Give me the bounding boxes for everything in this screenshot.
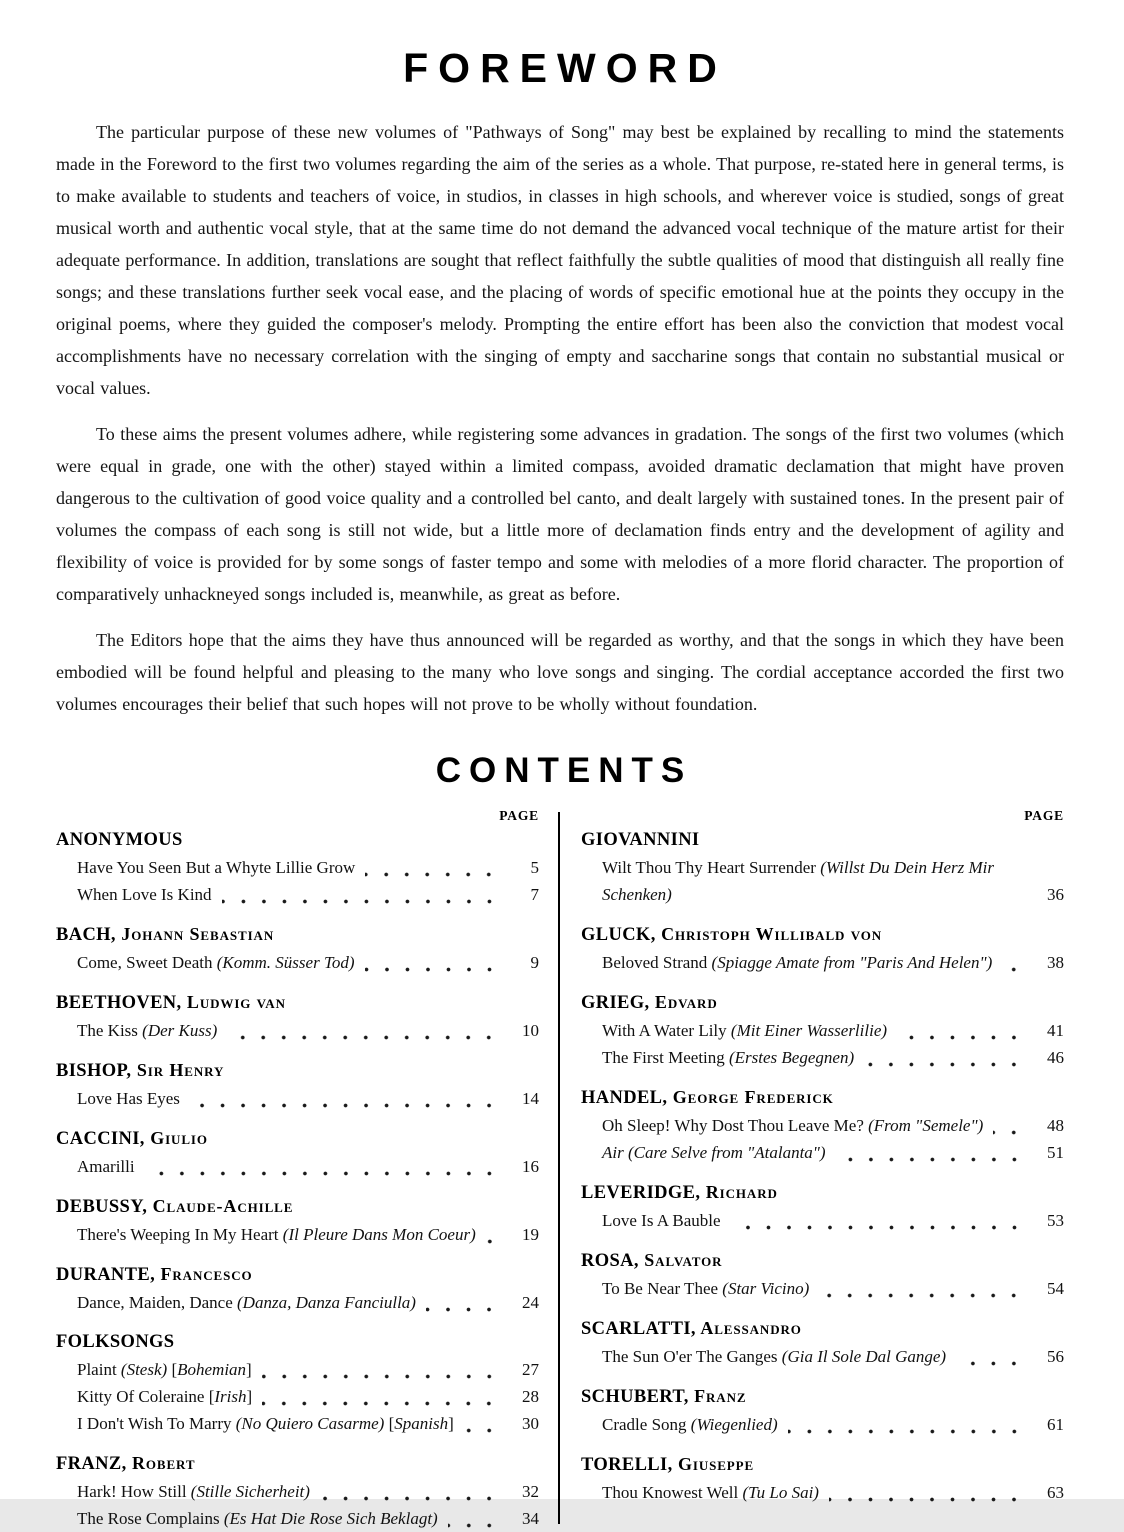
page-number: 54	[1047, 1279, 1064, 1298]
song-entry	[56, 1356, 539, 1383]
composer-surname: LEVERIDGE,	[581, 1183, 701, 1203]
page-number: 27	[522, 1360, 539, 1379]
foreword-paragraph-2: To these aims the present volumes adhere, while registering some advances in gradation. The songs of the first two volumes (which were equal in grade, one with the other) stayed within a limited compass, avoided dramatic declamation that might have proven dangerous to the cultivation of good voice quality and a controlled bel canto, and dealt largely with sustained tones. In the present pair of volumes the compass of each song is still not wide, but a little more of declamation finds entry and the development of agility and flexibility of voice is provided for by some songs of faster tempo and some with melodies of a more florid character. The proportion of comparatively unhackneyed songs included is, meanwhile, as great as before.	[56, 424, 1064, 604]
song-title	[77, 949, 355, 976]
song-title-segment: (Mit Einer Wasserlilie)	[730, 1021, 888, 1040]
song-title	[77, 854, 355, 881]
page-number: 28	[522, 1387, 539, 1406]
song-title-segment: The First Meeting	[602, 1048, 730, 1067]
composer-surname: GRIEG,	[581, 993, 650, 1013]
song-title	[77, 1410, 454, 1437]
song-entry	[56, 949, 539, 976]
song-entry	[581, 1343, 1064, 1370]
song-title	[77, 1221, 476, 1248]
song-title	[77, 1478, 310, 1505]
contents-title: CONTENTS	[435, 751, 693, 790]
page-number: 7	[530, 885, 539, 904]
leader-dots	[788, 1411, 1032, 1438]
composer-section	[581, 988, 1064, 1071]
song-entry	[581, 949, 1064, 976]
song-entry	[56, 1221, 539, 1248]
composer-name	[56, 1124, 539, 1153]
composer-section	[581, 1178, 1064, 1234]
song-title-segment: (Stille Sicherheit)	[190, 1482, 310, 1501]
song-title-segment: Hark! How Still	[77, 1482, 191, 1501]
song-entry	[56, 1505, 539, 1532]
composer-name	[581, 1450, 1064, 1479]
leader-dots	[1018, 881, 1032, 908]
composer-given-names: Giuseppe	[672, 1454, 755, 1474]
leader-dots	[819, 1275, 1032, 1302]
composer-name	[56, 920, 539, 949]
song-title-segment: Come, Sweet Death	[77, 953, 217, 972]
song-title-segment: ]	[448, 1414, 454, 1433]
composer-name	[581, 1083, 1064, 1112]
song-entry	[56, 1410, 539, 1437]
leader-dots	[448, 1505, 507, 1532]
song-title	[602, 1411, 778, 1438]
composer-name	[581, 1178, 1064, 1207]
composer-section	[56, 1328, 539, 1437]
composer-name	[581, 826, 1064, 854]
composer-name	[56, 826, 539, 854]
song-title-segment: (Wiegenlied)	[690, 1415, 778, 1434]
composer-section	[56, 826, 539, 908]
composer-given-names: Giulio	[144, 1128, 208, 1148]
composer-surname: GIOVANNINI	[581, 830, 700, 850]
song-title	[602, 1044, 854, 1071]
composer-surname: FOLKSONGS	[56, 1332, 175, 1352]
page-number: 32	[522, 1482, 539, 1501]
leader-dots	[320, 1478, 507, 1505]
song-title	[77, 1017, 217, 1044]
page-number: 56	[1047, 1347, 1064, 1366]
song-title-segment: Love Has Eyes	[77, 1089, 180, 1108]
song-entry	[56, 1478, 539, 1505]
leader-dots	[731, 1207, 1032, 1234]
song-title-segment: Irish	[214, 1387, 247, 1406]
composer-name	[581, 988, 1064, 1017]
composer-surname: SCARLATTI,	[581, 1319, 696, 1339]
contents-column-right	[581, 808, 1064, 1532]
composer-surname: CACCINI,	[56, 1129, 145, 1149]
song-title-segment: (Der Kuss)	[142, 1021, 218, 1040]
song-title	[77, 1289, 416, 1316]
page-number: 46	[1047, 1048, 1064, 1067]
leader-dots	[365, 854, 507, 881]
leader-dots	[190, 1085, 507, 1112]
composer-section	[581, 1246, 1064, 1302]
composer-surname: DURANTE,	[56, 1265, 156, 1285]
composer-section	[56, 920, 539, 976]
page-number: 16	[522, 1157, 539, 1176]
song-title-segment: The Rose Complains	[77, 1509, 224, 1528]
foreword-body	[56, 116, 1064, 720]
composer-section	[56, 1260, 539, 1316]
composer-surname: FRANZ,	[56, 1454, 127, 1474]
song-title	[77, 1505, 438, 1532]
song-title	[77, 881, 212, 908]
leader-dots	[829, 1479, 1032, 1506]
song-title-segment: (Tu Lo Sai)	[742, 1483, 819, 1502]
composer-section	[581, 1083, 1064, 1166]
page-number: 24	[522, 1293, 539, 1312]
contents-listing	[56, 808, 1064, 1532]
page-number: 19	[522, 1225, 539, 1244]
leader-dots	[464, 1410, 507, 1437]
song-title	[602, 1017, 887, 1044]
contents-column-left	[56, 808, 539, 1532]
composer-section	[581, 1450, 1064, 1506]
song-title-segment: (Stesk)	[120, 1360, 168, 1379]
song-title-segment: Air (Care Selve from "Atalanta")	[602, 1143, 826, 1162]
composer-given-names: Christoph Willibald von	[655, 924, 883, 944]
composer-given-names: Ludwig van	[181, 992, 286, 1012]
song-entry	[581, 1044, 1064, 1071]
song-entry	[581, 1207, 1064, 1234]
song-title	[77, 1085, 180, 1112]
leader-dots	[145, 1153, 507, 1180]
song-title	[77, 1153, 135, 1180]
foreword-paragraph-1: The particular purpose of these new volumes of "Pathways of Song" may best be explained by recalling to mind the statements made in the Foreword to the first two volumes regarding the aim of the series as a whole. That purpose, re-stated here in general terms, is to make available to students and teachers of voice, in studios, in classes in high schools, and wherever voice is studied, songs of great musical worth and authentic vocal style, that at the same time do not demand the advanced vocal technique of the mature artist for their adequate performance. In addition, translations are sought that reflect faithfully the subtle qualities of mood that distinguish all really fine songs; and these translations further seek vocal ease, and the placing of words of specific emotional hue at the points they occupy in the original poems, where they guided the composer's melody. Prompting the entire effort has been also the conviction that modest vocal accomplishments have no necessary correlation with the singing of empty and saccharine songs that contain no substantial musical or vocal values.	[56, 122, 1064, 398]
song-title	[77, 1356, 252, 1383]
song-entry	[56, 1289, 539, 1316]
song-title-segment: (Star Vicino)	[722, 1279, 810, 1298]
composer-section	[56, 1124, 539, 1180]
song-entry	[581, 1275, 1064, 1302]
song-entry	[56, 1017, 539, 1044]
song-title-segment: Amarilli	[77, 1157, 135, 1176]
composer-section	[581, 920, 1064, 976]
song-title-segment: (From "Semele")	[868, 1116, 984, 1135]
composer-given-names: Franz	[688, 1386, 747, 1406]
composer-given-names: Sir Henry	[131, 1060, 225, 1080]
song-title-segment: Oh Sleep! Why Dost Thou Leave Me?	[602, 1116, 869, 1135]
composer-section	[56, 1056, 539, 1112]
composer-name	[56, 1328, 539, 1356]
song-title-segment: [	[384, 1414, 395, 1433]
page-number: 51	[1047, 1143, 1064, 1162]
composer-name	[581, 1246, 1064, 1275]
page-number: 14	[522, 1089, 539, 1108]
composer-given-names: George Frederick	[667, 1087, 834, 1107]
song-title	[602, 1112, 983, 1139]
song-title-segment: When Love Is Kind	[77, 885, 212, 904]
composer-surname: BISHOP,	[56, 1061, 132, 1081]
composer-given-names: Salvator	[638, 1250, 723, 1270]
song-title-segment: To Be Near Thee	[602, 1279, 723, 1298]
leader-dots	[262, 1383, 507, 1410]
page-number: 48	[1047, 1116, 1064, 1135]
song-entry	[581, 1479, 1064, 1506]
composer-section	[581, 1382, 1064, 1438]
column-divider	[558, 812, 560, 1524]
composer-surname: ANONYMOUS	[56, 830, 183, 850]
page-number: 36	[1047, 885, 1064, 904]
leader-dots	[486, 1221, 507, 1248]
page-number: 53	[1047, 1211, 1064, 1230]
composer-surname: SCHUBERT,	[581, 1387, 689, 1407]
composer-surname: HANDEL,	[581, 1088, 668, 1108]
song-title	[77, 1383, 252, 1410]
composer-name	[56, 1260, 539, 1289]
composer-name	[581, 1314, 1064, 1343]
song-title-segment: I Don't Wish To Marry	[77, 1414, 236, 1433]
composer-name	[56, 988, 539, 1017]
leader-dots	[864, 1044, 1032, 1071]
leader-dots	[993, 1112, 1032, 1139]
leader-dots	[897, 1017, 1032, 1044]
composer-given-names: Alessandro	[695, 1318, 802, 1338]
song-title-segment: Have You Seen But a Whyte Lillie Grow	[77, 858, 356, 877]
song-entry	[56, 1383, 539, 1410]
song-title-segment: (Erstes Begegnen)	[729, 1048, 855, 1067]
song-title-segment: [	[167, 1360, 178, 1379]
composer-surname: DEBUSSY,	[56, 1197, 148, 1217]
page-number: 30	[522, 1414, 539, 1433]
song-title-segment: Spanish	[394, 1414, 449, 1433]
composer-surname: GLUCK,	[581, 925, 656, 945]
page-number: 41	[1047, 1021, 1064, 1040]
song-entry	[581, 1411, 1064, 1438]
page-column-header: PAGE	[1024, 808, 1064, 823]
leader-dots	[956, 1343, 1032, 1370]
page-number: 63	[1047, 1483, 1064, 1502]
composer-section	[56, 988, 539, 1044]
composer-surname: ROSA,	[581, 1251, 639, 1271]
song-title	[602, 1207, 721, 1234]
page-column-header: PAGE	[499, 808, 539, 823]
song-title-segment: ]	[246, 1387, 253, 1406]
song-title	[602, 1479, 819, 1506]
composer-name	[581, 920, 1064, 949]
leader-dots	[262, 1356, 507, 1383]
composer-section	[56, 1192, 539, 1248]
song-title-segment: Cradle Song	[602, 1415, 691, 1434]
composer-surname: BACH,	[56, 925, 116, 945]
song-title-segment: (Es Hat Die Rose Sich Beklagt)	[223, 1509, 438, 1528]
composer-given-names: Edvard	[649, 992, 718, 1012]
composer-surname: TORELLI,	[581, 1455, 673, 1475]
composer-given-names: Claude-Achille	[147, 1196, 294, 1216]
song-title	[602, 949, 992, 976]
foreword-title: FOREWORD	[403, 45, 727, 91]
composer-given-names: Robert	[126, 1453, 196, 1473]
composer-given-names: Richard	[700, 1182, 778, 1202]
song-title-segment: (Il Pleure Dans Mon Coeur)	[282, 1225, 476, 1244]
leader-dots	[365, 949, 507, 976]
song-title-segment: (Willst Du Dein Herz Mir Schenken)	[602, 858, 995, 904]
song-title-segment: ]	[246, 1360, 252, 1379]
song-title-segment: With A Water Lily	[602, 1021, 731, 1040]
song-title-segment: There's Weeping In My Heart	[77, 1225, 283, 1244]
song-title-segment: Thou Knowest Well	[602, 1483, 743, 1502]
page-number: 61	[1047, 1415, 1064, 1434]
composer-name	[581, 1382, 1064, 1411]
song-title-segment: Kitty Of Coleraine [	[77, 1387, 215, 1406]
song-title-segment: Dance, Maiden, Dance	[77, 1293, 238, 1312]
composer-given-names: Francesco	[155, 1264, 253, 1284]
song-title-segment: (Spiagge Amate from "Paris And Helen")	[711, 953, 993, 972]
composer-section	[581, 826, 1064, 908]
song-entry	[56, 1153, 539, 1180]
song-title	[602, 1275, 809, 1302]
song-title-segment: (Komm. Süsser Tod)	[216, 953, 355, 972]
song-entry	[581, 854, 1064, 908]
page-number: 5	[530, 858, 539, 877]
song-entry	[581, 1139, 1064, 1166]
song-title-segment: (No Quiero Casarme)	[235, 1414, 385, 1433]
composer-name	[56, 1056, 539, 1085]
song-title-segment: Plaint	[77, 1360, 121, 1379]
song-entry	[56, 881, 539, 908]
song-title-segment: Love Is A Bauble	[602, 1211, 721, 1230]
composer-name	[56, 1192, 539, 1221]
page-number: 10	[522, 1021, 539, 1040]
song-title-segment: The Kiss	[77, 1021, 143, 1040]
composer-given-names: Johann Sebastian	[115, 924, 275, 944]
leader-dots	[426, 1289, 507, 1316]
song-title-segment: Bohemian	[177, 1360, 247, 1379]
song-title-segment: Beloved Strand	[602, 953, 712, 972]
composer-name	[56, 1449, 539, 1478]
composer-surname: BEETHOVEN,	[56, 993, 182, 1013]
page-number: 38	[1047, 953, 1064, 972]
song-title	[602, 854, 1008, 908]
song-title-segment: (Danza, Danza Fanciulla)	[237, 1293, 416, 1312]
foreword-paragraph-3: The Editors hope that the aims they have thus announced will be regarded as worthy, and that the songs in which they have been embodied will be found helpful and pleasing to the many who love songs and singing. The cordial acceptance accorded the first two volumes encourages their belief that such hopes will not prove to be wholly without foundation.	[56, 630, 1064, 714]
song-title-segment: Wilt Thou Thy Heart Surrender	[602, 858, 821, 877]
page-number: 34	[522, 1509, 539, 1528]
composer-section	[56, 1449, 539, 1532]
song-entry	[581, 1112, 1064, 1139]
leader-dots	[227, 1017, 507, 1044]
leader-dots	[836, 1139, 1032, 1166]
song-title	[602, 1139, 826, 1166]
composer-section	[581, 1314, 1064, 1370]
page-number: 9	[530, 953, 539, 972]
song-title-segment: The Sun O'er The Ganges	[602, 1347, 782, 1366]
song-entry	[581, 1017, 1064, 1044]
leader-dots	[1002, 949, 1032, 976]
song-title	[602, 1343, 946, 1370]
leader-dots	[222, 881, 507, 908]
song-entry	[56, 1085, 539, 1112]
song-title-segment: (Gia Il Sole Dal Gange)	[781, 1347, 947, 1366]
song-entry	[56, 854, 539, 881]
